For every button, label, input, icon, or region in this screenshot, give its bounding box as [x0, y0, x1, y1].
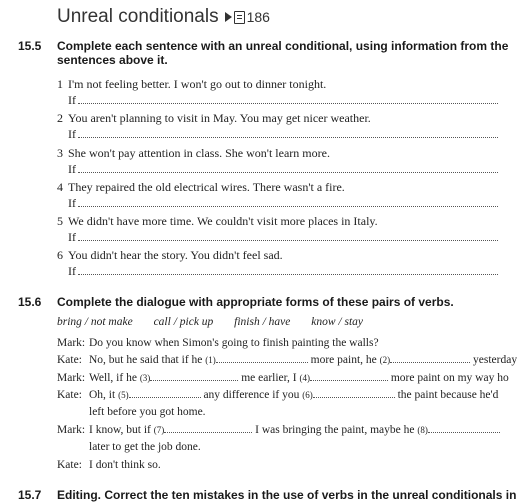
item-4: 4 They repaired the old electrical wires. There wasn't a fire.	[57, 180, 345, 194]
item-3: 3 She won't pay attention in class. She won't learn more.	[57, 146, 330, 160]
verb-pair: know / stay	[311, 316, 364, 328]
exercise-instruction-15-5: Complete each sentence with an unreal conditional, using information from the	[57, 39, 509, 53]
exercise-number-15-7: 15.7	[18, 488, 42, 502]
gap-8[interactable]	[428, 423, 500, 433]
item-6: 6 You didn't hear the story. You didn't feel sad.	[57, 248, 283, 262]
answer-line-3[interactable]: If	[68, 162, 498, 176]
item-2: 2 You aren't planning to visit in May. You may get nicer weather.	[57, 111, 371, 125]
dialogue-line-4: Kate: Oh, it (5) any difference if you (6) the paint because he'd	[57, 389, 499, 401]
answer-line-2[interactable]: If	[68, 127, 498, 141]
exercise-instruction-15-7: Editing. Correct the ten mistakes in the use of verbs in the unreal conditionals in	[57, 488, 517, 502]
exercise-number-15-5: 15.5	[18, 39, 42, 53]
answer-line-5[interactable]: If	[68, 230, 498, 244]
exercise-instruction-15-6: Complete the dialogue with appropriate forms of these pairs of verbs.	[57, 295, 454, 309]
section-title: Unreal conditionals	[57, 6, 219, 27]
page-reference-number: 186	[246, 9, 270, 25]
verb-pairs	[57, 316, 381, 328]
gap-6[interactable]	[313, 388, 395, 398]
dialogue-line-3: Mark: Well, if he (3) me earlier, I (4) more paint on my way ho	[57, 372, 509, 384]
dialogue-line-1: Mark: Do you know when Simon's going to finish painting the walls?	[57, 337, 379, 349]
verb-pair: call / pick up	[153, 316, 214, 328]
dialogue-line-8: Kate: I don't think so.	[57, 459, 161, 471]
arrow-right-icon	[225, 12, 232, 22]
gap-2[interactable]	[390, 353, 470, 363]
book-icon	[234, 11, 245, 24]
dialogue-line-7: later to get the job done.	[89, 441, 201, 453]
gap-3[interactable]	[150, 371, 238, 381]
page-reference[interactable]	[225, 9, 270, 25]
section-header	[57, 6, 270, 28]
answer-line-6[interactable]: If	[68, 264, 498, 278]
dialogue-line-2: Kate: No, but he said that if he (1) more paint, he (2) yesterday	[57, 354, 517, 366]
dialogue-line-6: Mark: I know, but if (7) I was bringing the paint, maybe he (8)	[57, 423, 500, 437]
item-1: 1 I'm not feeling better. I won't go out to dinner tonight.	[57, 77, 327, 91]
answer-line-1[interactable]: If	[68, 93, 498, 107]
item-5: 5 We didn't have more time. We couldn't visit more places in Italy.	[57, 214, 378, 228]
exercise-number-15-6: 15.6	[18, 295, 42, 309]
answer-line-4[interactable]: If	[68, 196, 498, 210]
gap-1[interactable]	[216, 353, 308, 363]
verb-pair: finish / have	[234, 316, 291, 328]
gap-7[interactable]	[164, 423, 252, 433]
gap-5[interactable]	[129, 388, 201, 398]
gap-4[interactable]	[310, 371, 388, 381]
dialogue-line-5: left before you got home.	[89, 406, 206, 418]
verb-pair: bring / not make	[57, 316, 133, 328]
exercise-instruction-15-5-cont: sentences above it.	[57, 53, 168, 67]
